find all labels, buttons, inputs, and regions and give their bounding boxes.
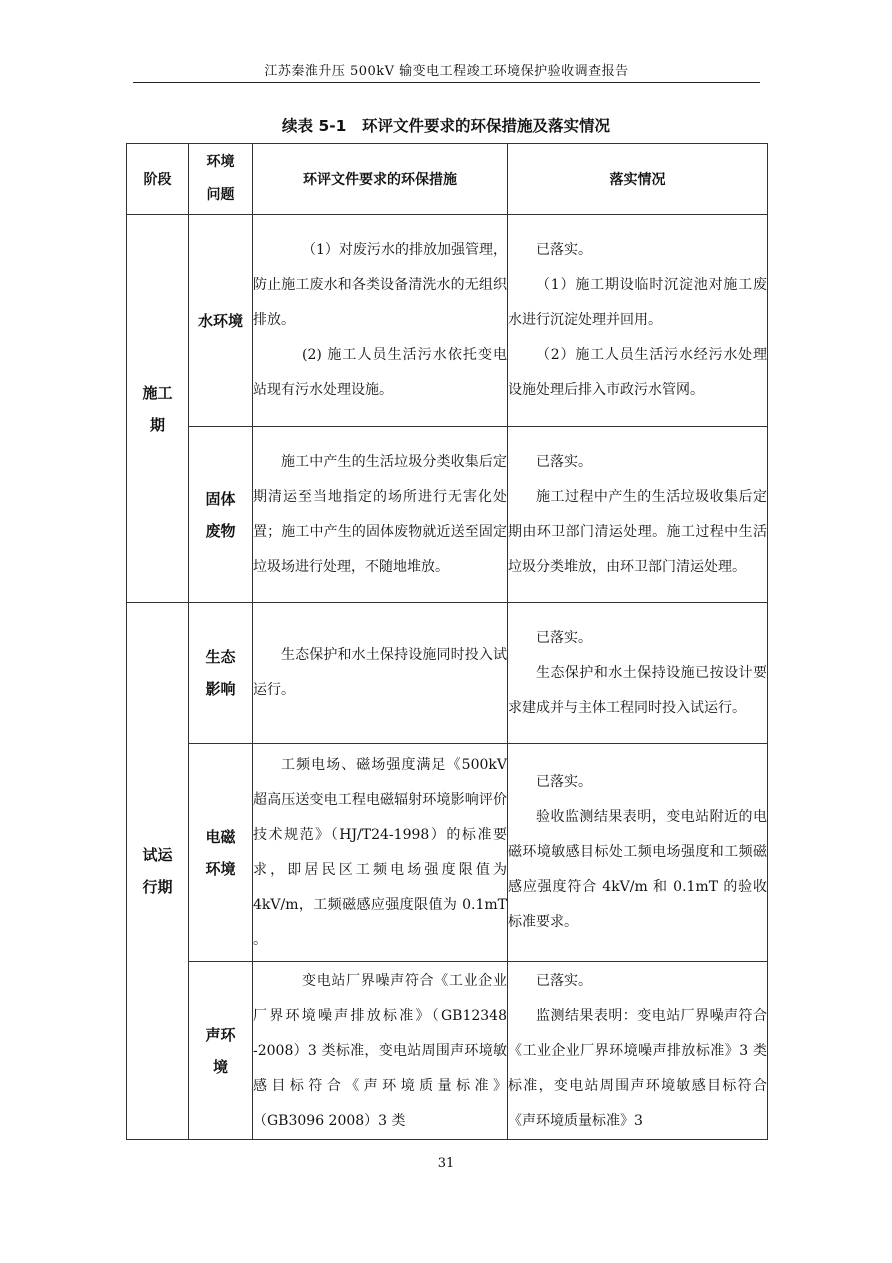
status-text: 已落实。 [536, 242, 592, 258]
header-rule [133, 82, 760, 83]
status-text: 监测结果表明：变电站厂界噪声符合《工业企业厂界环境噪声排放标准》3 类标准，变电站周围声环境敏感目标符合《声环境质量标准》3 [508, 1008, 767, 1129]
measures-cell [253, 603, 508, 744]
issue-label-line2: 废物 [205, 521, 236, 540]
stage-construction-line1: 施工 [142, 383, 173, 402]
status-cell [508, 427, 768, 603]
table-caption: 续表 5-1 环评文件要求的环保措施及落实情况 [282, 117, 610, 135]
page-number: 31 [437, 1156, 455, 1171]
measures-cell [253, 744, 508, 962]
issue-label-line2: 环境 [205, 859, 236, 878]
issue-cell [189, 215, 253, 427]
stage-construction-line2: 期 [149, 415, 165, 434]
issue-label-line1: 声环 [205, 1025, 236, 1044]
issue-cell [189, 427, 253, 603]
issue-label-line2: 影响 [205, 680, 236, 698]
issue-label: 水环境 [197, 311, 243, 330]
status-text: 已落实。 [536, 629, 592, 646]
measure-text: 工频电场、磁场强度满足《500kV 超高压送变电工程电磁辐射环境影响评价技术规范》（HJ/T24-1998）的标准要求，即居民区工频电场强度限值为 4kV/m，工频磁感应强度限值为 0.1mT 。 [253, 756, 507, 948]
header-stage: 阶段 [127, 144, 189, 215]
status-cell [508, 215, 768, 427]
header-status: 落实情况 [508, 144, 768, 215]
stage-trial-line1: 试运 [142, 846, 173, 864]
status-text: 已落实。 [536, 453, 592, 470]
header-issue-line1: 环境 [206, 154, 235, 170]
status-cell [508, 603, 768, 744]
status-cell [508, 744, 768, 962]
issue-label-line1: 固体 [205, 489, 236, 508]
measure-text: (2) 施工人员生活污水依托变电站现有污水处理设施。 [253, 347, 507, 398]
table-row [127, 962, 768, 1140]
table-row [127, 215, 768, 427]
status-text: （1）施工期设临时沉淀池对施工废水进行沉淀处理并回用。 [508, 277, 767, 328]
issue-label-line2: 境 [212, 1057, 228, 1076]
status-text: 已落实。 [536, 973, 592, 989]
table-row [127, 603, 768, 744]
measures-table [126, 143, 768, 1140]
issue-cell [189, 744, 253, 962]
measures-cell [253, 962, 508, 1140]
running-header: 江苏秦淮升压 500kV 输变电工程竣工环境保护验收调查报告 [264, 64, 629, 79]
header-measures: 环评文件要求的环保措施 [253, 144, 508, 215]
status-cell [508, 962, 768, 1140]
measures-cell [253, 427, 508, 603]
stage-construction [127, 215, 189, 603]
measure-text: 施工中产生的生活垃圾分类收集后定期清运至当地指定的场所进行无害化处置；施工中产生的固体废物就近送至固定垃圾场进行处理，不随地堆放。 [253, 453, 507, 575]
status-text: 验收监测结果表明，变电站附近的电磁环境敏感目标处工频电场强度和工频磁感应强度符合 4kV/m 和 0.1mT 的验收标准要求。 [508, 809, 767, 930]
table-header-row [127, 144, 768, 215]
measure-text: （1）对废污水的排放加强管理，防止施工废水和各类设备清洗水的无组织排放。 [253, 242, 507, 328]
stage-trial-line2: 行期 [142, 878, 173, 896]
measure-text: 生态保护和水土保持设施同时投入试运行。 [253, 647, 507, 698]
stage-trial-operation [127, 603, 189, 1140]
status-text: 已落实。 [536, 774, 592, 790]
status-text: （2）施工人员生活污水经污水处理设施处理后排入市政污水管网。 [508, 347, 767, 398]
issue-cell [189, 603, 253, 744]
issue-label-line1: 生态 [205, 648, 236, 666]
header-issue-line2: 问题 [206, 187, 235, 203]
issue-label-line1: 电磁 [205, 827, 236, 846]
header-issue [189, 144, 253, 215]
measures-cell [253, 215, 508, 427]
table-row [127, 744, 768, 962]
measure-text: 变电站厂界噪声符合《工业企业厂界环境噪声排放标准》（GB12348 -2008）3 类标准，变电站周围声环境敏感目标符合《声环境质量标准》（GB3096 2008）3 类 [253, 973, 507, 1129]
status-text: 施工过程中产生的生活垃圾收集后定期由环卫部门清运处理。施工过程中生活垃圾分类堆放，由环卫部门清运处理。 [508, 488, 767, 575]
table-row [127, 427, 768, 603]
status-text: 生态保护和水土保持设施已按设计要求建成并与主体工程同时投入试运行。 [508, 664, 767, 716]
issue-cell [189, 962, 253, 1140]
